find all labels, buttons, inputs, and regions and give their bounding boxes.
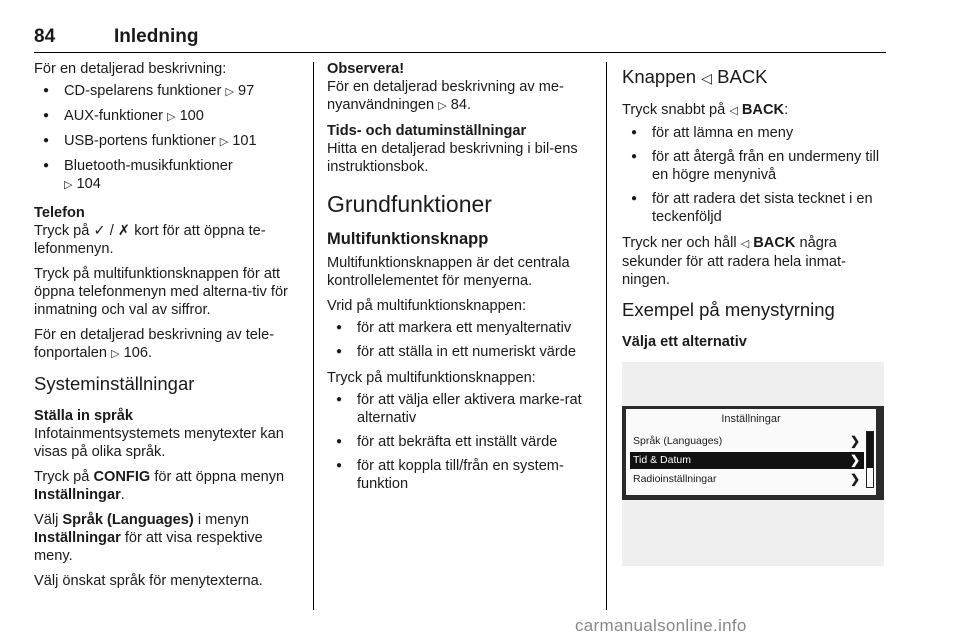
snabb-intro: Tryck snabbt på ◁ BACK: xyxy=(622,102,789,118)
list-item: ● för att återgå från en undermeny till en högre menynivå xyxy=(622,148,886,184)
list-item: ● för att ställa in ett numeriskt värde xyxy=(327,343,593,361)
list-item: ● för att markera ett menyalternativ xyxy=(327,319,593,337)
list-item: ● AUX-funktioner ▷ 100 xyxy=(34,107,302,126)
menu-item-tid-datum[interactable]: Tid & Datum ❯ xyxy=(630,452,864,469)
page-number: 84 xyxy=(34,26,56,47)
column-3 xyxy=(622,60,886,351)
list-item: ● för att radera det sista tecknet i en teckenföljd xyxy=(622,190,886,226)
sprak-paragraph: Välj Språk (Languages) i menyn Inställningar för att visa respektive meny. xyxy=(34,512,263,564)
note-title: Observera! xyxy=(327,61,405,77)
telefon-paragraph: Tryck på multifunktionsknappen för att öppna telefonmenyn med alterna-tiv för inmatning och val av siffror. xyxy=(34,266,288,318)
menu-panel-inner xyxy=(626,409,876,495)
snabb-list xyxy=(622,124,886,226)
back-triangle-icon: ◁ xyxy=(729,105,738,117)
page-link[interactable]: 97 xyxy=(237,83,255,99)
telefon-paragraph: För en detaljerad beskrivning av tele-fonportalen ▷ 106. xyxy=(34,327,275,361)
scrollbar-thumb[interactable] xyxy=(867,432,873,468)
menu-scrollbar[interactable] xyxy=(866,431,874,488)
back-triangle-icon: ◁ xyxy=(740,238,750,250)
tid-text: Hitta en detaljerad beskrivning i bil-ens instruktionsbok. xyxy=(327,141,578,175)
subsection-heading: Välja ett alternativ xyxy=(622,334,747,350)
section-heading: Exempel på menystyrning xyxy=(622,299,835,320)
ref-triangle-icon: ▷ xyxy=(167,111,176,123)
ref-triangle-icon: ▷ xyxy=(438,100,447,112)
menu-title: Inställningar xyxy=(721,413,781,425)
menu-item-radio[interactable]: Radioinställningar ❯ xyxy=(633,472,860,486)
hall-paragraph: Tryck ner och håll ◁ BACK några sekunder för att radera hela inmat-ningen. xyxy=(622,235,846,288)
multi-paragraph: Multifunktionsknappen är det centrala kontrollelementet för menyerna. xyxy=(327,255,570,289)
main-heading: Grundfunktioner xyxy=(327,191,492,217)
phone-icon: ✓ xyxy=(93,223,106,239)
tryck-list xyxy=(327,391,593,493)
chevron-right-icon: ❯ xyxy=(849,453,860,467)
sprak-paragraph: Välj önskat språk för menytexterna. xyxy=(34,573,263,589)
column-1 xyxy=(34,60,302,597)
section-heading: Knappen ◁ BACK xyxy=(622,66,768,87)
column-divider xyxy=(606,62,607,610)
ref-triangle-icon: ▷ xyxy=(219,136,229,148)
subsection-heading: Ställa in språk xyxy=(34,408,133,424)
list-item: ● USB-portens funktioner ▷ 101 xyxy=(34,132,302,151)
page-link[interactable]: 84. xyxy=(450,97,472,113)
telefon-paragraph: Tryck på ✓ / ✗ kort för att öppna te-lefonmenyn. xyxy=(34,223,266,257)
page-link[interactable]: 101 xyxy=(232,133,257,149)
vrid-intro: Vrid på multifunktionsknappen: xyxy=(327,298,527,314)
page-link[interactable]: 106. xyxy=(123,345,153,361)
subsection-heading: Multifunktionsknapp xyxy=(327,230,489,248)
column-2 xyxy=(327,60,593,501)
list-item: ● för att koppla till/från en system-funktion xyxy=(327,457,593,493)
chevron-right-icon: ❯ xyxy=(849,434,860,448)
sprak-paragraph: Infotainmentsystemets menytexter kan visas på olika språk. xyxy=(34,426,284,460)
list-item: ● för att lämna en meny xyxy=(622,124,886,142)
column-divider xyxy=(313,62,314,610)
list-item: ● Bluetooth-musikfunktioner ▷ 104 xyxy=(34,157,302,194)
menu-screen-illustration xyxy=(622,362,884,566)
telefon-heading: Telefon xyxy=(34,205,85,221)
ref-triangle-icon: ▷ xyxy=(225,86,234,98)
page-link[interactable]: 104 xyxy=(76,176,101,192)
tid-heading: Tids- och datuminställningar xyxy=(327,123,527,139)
page-link[interactable]: 100 xyxy=(179,108,204,124)
note-text: För en detaljerad beskrivning av me-nyanvändningen ▷ 84. xyxy=(327,79,564,113)
page-header xyxy=(34,26,886,53)
ref-triangle-icon: ▷ xyxy=(64,179,73,191)
tryck-intro: Tryck på multifunktionsknappen: xyxy=(327,370,536,386)
list-item: ● för att välja eller aktivera marke-rat alternativ xyxy=(327,391,593,427)
list-item: ● för att bekräfta ett inställt värde xyxy=(327,433,593,451)
menu-panel xyxy=(622,406,884,500)
menu-item-sprak[interactable]: Språk (Languages) ❯ xyxy=(633,434,860,448)
section-heading: Systeminställningar xyxy=(34,373,195,394)
phone-crossed-icon: ✗ xyxy=(117,223,131,239)
ref-triangle-icon: ▷ xyxy=(111,348,120,360)
sprak-paragraph: Tryck på CONFIG för att öppna menyn Inställningar. xyxy=(34,469,285,503)
chevron-right-icon: ❯ xyxy=(849,472,860,486)
reference-list xyxy=(34,82,302,194)
back-triangle-icon: ◁ xyxy=(701,70,712,86)
list-item: ● CD-spelarens funktioner ▷ 97 xyxy=(34,82,302,101)
vrid-list xyxy=(327,319,593,361)
chapter-title: Inledning xyxy=(114,26,199,47)
watermark: carmanualsonline.info xyxy=(575,616,747,635)
intro-text: För en detaljerad beskrivning: xyxy=(34,61,227,77)
